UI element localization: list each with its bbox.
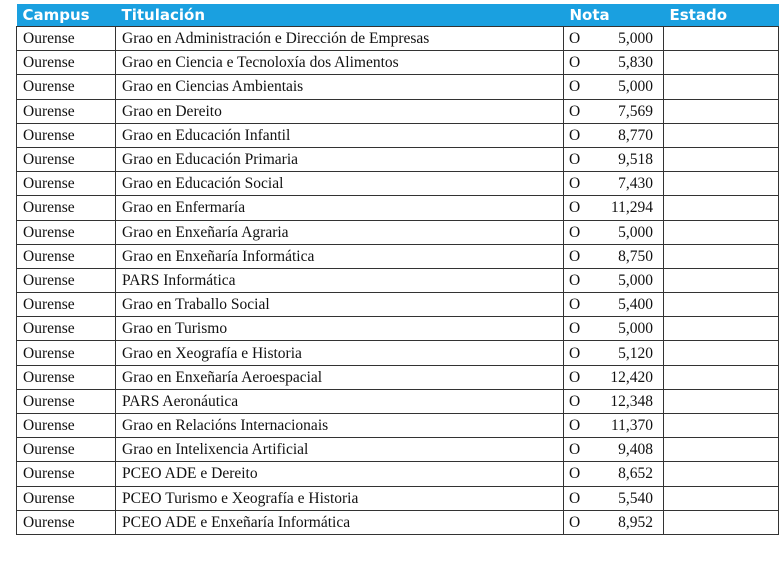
nota-prefix: O — [569, 513, 581, 531]
cell-estado — [664, 51, 779, 75]
nota-prefix: O — [569, 223, 581, 241]
cell-nota — [564, 438, 664, 462]
nota-value: 5,000 — [618, 271, 653, 289]
cell-estado — [664, 510, 779, 534]
table-row — [17, 27, 779, 51]
nota-value: 9,408 — [618, 441, 653, 459]
nota-prefix: O — [569, 417, 581, 435]
nota-value: 12,420 — [610, 368, 653, 386]
nota-value: 8,952 — [618, 513, 653, 531]
nota-prefix: O — [569, 441, 581, 459]
cell-estado — [664, 389, 779, 413]
table-row — [17, 196, 779, 220]
nota-prefix: O — [569, 344, 581, 362]
cell-titulacion: Grao en Enxeñaría Informática — [116, 244, 564, 268]
nota-prefix: O — [569, 247, 581, 265]
cell-campus: Ourense — [17, 99, 116, 123]
nota-prefix: O — [569, 320, 581, 338]
cell-titulacion: Grao en Xeografía e Historia — [116, 341, 564, 365]
cell-campus: Ourense — [17, 123, 116, 147]
cell-estado — [664, 196, 779, 220]
cell-nota — [564, 196, 664, 220]
table-header — [17, 4, 779, 27]
nota-value: 5,540 — [618, 489, 653, 507]
table-row — [17, 244, 779, 268]
nota-prefix: O — [569, 392, 581, 410]
nota-prefix: O — [569, 78, 581, 96]
nota-value: 5,120 — [618, 344, 653, 362]
header-row — [17, 4, 779, 27]
table-row — [17, 462, 779, 486]
nota-prefix: O — [569, 30, 581, 48]
cell-campus: Ourense — [17, 486, 116, 510]
nota-value: 11,370 — [610, 417, 653, 435]
cell-estado — [664, 268, 779, 292]
nota-value: 5,000 — [618, 30, 653, 48]
cell-nota — [564, 99, 664, 123]
cell-titulacion: Grao en Educación Infantil — [116, 123, 564, 147]
nota-prefix: O — [569, 465, 581, 483]
nota-prefix: O — [569, 126, 581, 144]
cell-nota — [564, 510, 664, 534]
cell-titulacion: PCEO ADE e Enxeñaría Informática — [116, 510, 564, 534]
nota-value: 5,000 — [618, 320, 653, 338]
nota-prefix: O — [569, 151, 581, 169]
cell-campus: Ourense — [17, 75, 116, 99]
header-titulacion: Titulación — [116, 4, 564, 27]
cell-nota — [564, 317, 664, 341]
table-row — [17, 268, 779, 292]
table-body — [17, 27, 779, 535]
cell-titulacion: Grao en Enxeñaría Agraria — [116, 220, 564, 244]
nota-value: 5,400 — [618, 296, 653, 314]
cell-estado — [664, 172, 779, 196]
cell-campus: Ourense — [17, 341, 116, 365]
nota-value: 5,000 — [618, 78, 653, 96]
cell-campus: Ourense — [17, 317, 116, 341]
cell-estado — [664, 75, 779, 99]
cell-nota — [564, 462, 664, 486]
cell-estado — [664, 486, 779, 510]
table-row — [17, 172, 779, 196]
cell-nota — [564, 123, 664, 147]
cell-nota — [564, 75, 664, 99]
cell-nota — [564, 486, 664, 510]
cell-campus: Ourense — [17, 27, 116, 51]
nota-prefix: O — [569, 489, 581, 507]
cell-titulacion: Grao en Turismo — [116, 317, 564, 341]
cell-estado — [664, 220, 779, 244]
cell-nota — [564, 244, 664, 268]
nota-prefix: O — [569, 54, 581, 72]
cell-campus: Ourense — [17, 244, 116, 268]
nota-value: 5,830 — [618, 54, 653, 72]
cell-estado — [664, 317, 779, 341]
cell-nota — [564, 389, 664, 413]
table-row — [17, 123, 779, 147]
nota-prefix: O — [569, 102, 581, 120]
cell-campus: Ourense — [17, 389, 116, 413]
cell-titulacion: Grao en Enfermaría — [116, 196, 564, 220]
cell-titulacion: Grao en Educación Primaria — [116, 147, 564, 171]
cell-estado — [664, 99, 779, 123]
table-row — [17, 365, 779, 389]
cell-campus: Ourense — [17, 365, 116, 389]
nota-value: 7,569 — [618, 102, 653, 120]
cell-campus: Ourense — [17, 462, 116, 486]
cell-estado — [664, 244, 779, 268]
header-nota: Nota — [564, 4, 664, 27]
nota-prefix: O — [569, 199, 581, 217]
cell-titulacion: Grao en Educación Social — [116, 172, 564, 196]
nota-value: 11,294 — [610, 199, 653, 217]
cell-campus: Ourense — [17, 220, 116, 244]
header-campus: Campus — [17, 4, 116, 27]
cell-nota — [564, 293, 664, 317]
cell-estado — [664, 147, 779, 171]
cell-campus: Ourense — [17, 438, 116, 462]
cell-titulacion: Grao en Administración e Dirección de Empresas — [116, 27, 564, 51]
cell-estado — [664, 27, 779, 51]
cell-estado — [664, 293, 779, 317]
cell-titulacion: Grao en Ciencias Ambientais — [116, 75, 564, 99]
cell-estado — [664, 414, 779, 438]
cell-titulacion: Grao en Relacións Internacionais — [116, 414, 564, 438]
nota-value: 12,348 — [610, 392, 653, 410]
table-row — [17, 99, 779, 123]
nota-prefix: O — [569, 368, 581, 386]
cell-estado — [664, 438, 779, 462]
nota-prefix: O — [569, 175, 581, 193]
nota-prefix: O — [569, 271, 581, 289]
table-row — [17, 75, 779, 99]
cell-campus: Ourense — [17, 510, 116, 534]
cell-campus: Ourense — [17, 172, 116, 196]
cell-campus: Ourense — [17, 51, 116, 75]
nota-prefix: O — [569, 296, 581, 314]
cell-titulacion: Grao en Ciencia e Tecnoloxía dos Alimentos — [116, 51, 564, 75]
cell-titulacion: PARS Aeronáutica — [116, 389, 564, 413]
cell-nota — [564, 147, 664, 171]
nota-value: 8,652 — [618, 465, 653, 483]
cell-titulacion: PCEO Turismo e Xeografía e Historia — [116, 486, 564, 510]
cell-nota — [564, 365, 664, 389]
cell-campus: Ourense — [17, 414, 116, 438]
table-row — [17, 486, 779, 510]
table-row — [17, 438, 779, 462]
cell-estado — [664, 341, 779, 365]
cell-titulacion: Grao en Traballo Social — [116, 293, 564, 317]
nota-value: 8,770 — [618, 126, 653, 144]
table-row — [17, 389, 779, 413]
cell-titulacion: Grao en Enxeñaría Aeroespacial — [116, 365, 564, 389]
cell-estado — [664, 365, 779, 389]
cell-campus: Ourense — [17, 268, 116, 292]
grades-table-container — [16, 4, 778, 535]
cell-titulacion: PARS Informática — [116, 268, 564, 292]
cell-estado — [664, 123, 779, 147]
table-row — [17, 414, 779, 438]
cell-nota — [564, 27, 664, 51]
nota-value: 9,518 — [618, 151, 653, 169]
grades-table — [16, 4, 779, 535]
nota-value: 8,750 — [618, 247, 653, 265]
cell-nota — [564, 414, 664, 438]
cell-campus: Ourense — [17, 293, 116, 317]
table-row — [17, 147, 779, 171]
cell-estado — [664, 462, 779, 486]
cell-nota — [564, 341, 664, 365]
cell-campus: Ourense — [17, 147, 116, 171]
table-row — [17, 317, 779, 341]
nota-value: 7,430 — [618, 175, 653, 193]
table-row — [17, 293, 779, 317]
cell-titulacion: PCEO ADE e Dereito — [116, 462, 564, 486]
cell-nota — [564, 268, 664, 292]
cell-nota — [564, 172, 664, 196]
table-row — [17, 51, 779, 75]
header-estado: Estado — [664, 4, 779, 27]
cell-titulacion: Grao en Intelixencia Artificial — [116, 438, 564, 462]
cell-titulacion: Grao en Dereito — [116, 99, 564, 123]
table-row — [17, 341, 779, 365]
nota-value: 5,000 — [618, 223, 653, 241]
cell-campus: Ourense — [17, 196, 116, 220]
cell-nota — [564, 51, 664, 75]
table-row — [17, 220, 779, 244]
table-row — [17, 510, 779, 534]
cell-nota — [564, 220, 664, 244]
